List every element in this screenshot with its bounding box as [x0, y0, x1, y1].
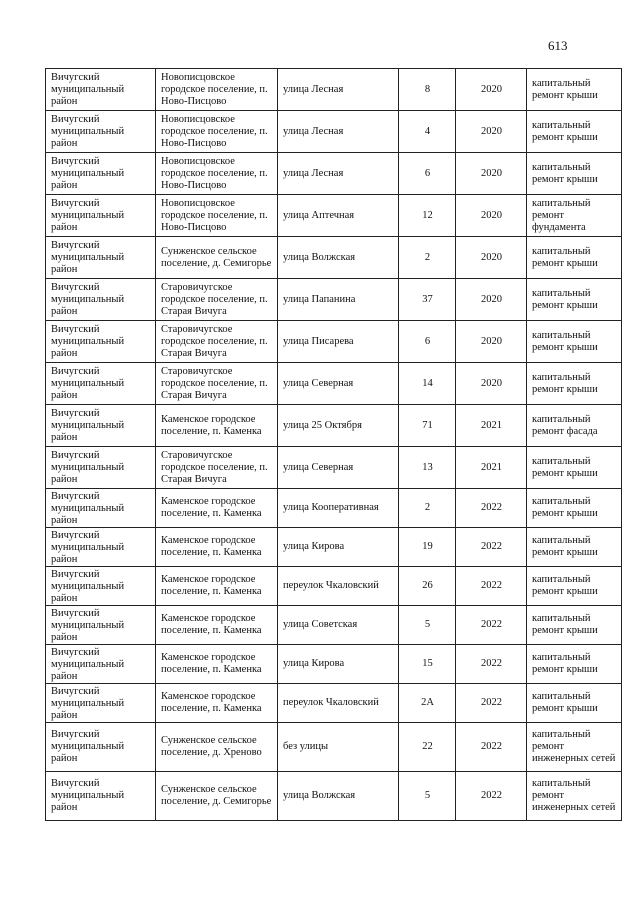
table-row: [46, 772, 622, 821]
house-number-cell: 71: [399, 405, 456, 447]
year-cell: 2022: [456, 645, 527, 684]
district-cell: Вичугский муниципальный район: [46, 723, 156, 772]
street-cell: улица Волжская: [278, 237, 399, 279]
street-cell: улица Советская: [278, 606, 399, 645]
street-cell: улица Кирова: [278, 528, 399, 567]
house-number-cell: 5: [399, 606, 456, 645]
work-type-cell: капитальный ремонт крыши: [527, 684, 622, 723]
work-type-cell: капитальный ремонт крыши: [527, 567, 622, 606]
settlement-cell: Каменское городское поселение, п. Каменка: [156, 606, 278, 645]
year-cell: 2020: [456, 321, 527, 363]
year-cell: 2022: [456, 684, 527, 723]
work-type-cell: капитальный ремонт крыши: [527, 69, 622, 111]
table-row: [46, 723, 622, 772]
settlement-cell: Старовичугское городское поселение, п. Старая Вичуга: [156, 321, 278, 363]
street-cell: улица Волжская: [278, 772, 399, 821]
district-cell: Вичугский муниципальный район: [46, 237, 156, 279]
street-cell: улица Папанина: [278, 279, 399, 321]
table-row: [46, 567, 622, 606]
settlement-cell: Старовичугское городское поселение, п. Старая Вичуга: [156, 363, 278, 405]
settlement-cell: Каменское городское поселение, п. Каменка: [156, 684, 278, 723]
district-cell: Вичугский муниципальный район: [46, 363, 156, 405]
table-row: [46, 684, 622, 723]
settlement-cell: Сунженское сельское поселение, д. Семигорье: [156, 772, 278, 821]
district-cell: Вичугский муниципальный район: [46, 528, 156, 567]
street-cell: улица Северная: [278, 363, 399, 405]
year-cell: 2022: [456, 606, 527, 645]
year-cell: 2022: [456, 489, 527, 528]
district-cell: Вичугский муниципальный район: [46, 645, 156, 684]
work-type-cell: капитальный ремонт крыши: [527, 153, 622, 195]
table-row: [46, 528, 622, 567]
year-cell: 2020: [456, 111, 527, 153]
settlement-cell: Новописцовское городское поселение, п. Ново-Писцово: [156, 111, 278, 153]
district-cell: Вичугский муниципальный район: [46, 111, 156, 153]
table-row: [46, 606, 622, 645]
street-cell: улица Аптечная: [278, 195, 399, 237]
district-cell: Вичугский муниципальный район: [46, 405, 156, 447]
work-type-cell: капитальный ремонт фасада: [527, 405, 622, 447]
street-cell: улица Кирова: [278, 645, 399, 684]
district-cell: Вичугский муниципальный район: [46, 447, 156, 489]
table-row: [46, 363, 622, 405]
street-cell: переулок Чкаловский: [278, 567, 399, 606]
work-type-cell: капитальный ремонт фундамента: [527, 195, 622, 237]
table-row: [46, 195, 622, 237]
street-cell: улица 25 Октября: [278, 405, 399, 447]
district-cell: Вичугский муниципальный район: [46, 567, 156, 606]
settlement-cell: Новописцовское городское поселение, п. Ново-Писцово: [156, 153, 278, 195]
work-type-cell: капитальный ремонт крыши: [527, 279, 622, 321]
settlement-cell: Старовичугское городское поселение, п. Старая Вичуга: [156, 447, 278, 489]
settlement-cell: Каменское городское поселение, п. Каменка: [156, 489, 278, 528]
street-cell: улица Писарева: [278, 321, 399, 363]
work-type-cell: капитальный ремонт крыши: [527, 606, 622, 645]
table-row: [46, 447, 622, 489]
settlement-cell: Каменское городское поселение, п. Каменка: [156, 645, 278, 684]
year-cell: 2022: [456, 723, 527, 772]
year-cell: 2020: [456, 69, 527, 111]
settlement-cell: Каменское городское поселение, п. Каменка: [156, 405, 278, 447]
house-number-cell: 19: [399, 528, 456, 567]
work-type-cell: капитальный ремонт крыши: [527, 363, 622, 405]
street-cell: без улицы: [278, 723, 399, 772]
street-cell: улица Северная: [278, 447, 399, 489]
settlement-cell: Каменское городское поселение, п. Каменка: [156, 528, 278, 567]
street-cell: улица Лесная: [278, 153, 399, 195]
district-cell: Вичугский муниципальный район: [46, 195, 156, 237]
table-row: [46, 645, 622, 684]
house-number-cell: 2А: [399, 684, 456, 723]
district-cell: Вичугский муниципальный район: [46, 772, 156, 821]
house-number-cell: 26: [399, 567, 456, 606]
house-number-cell: 12: [399, 195, 456, 237]
work-type-cell: капитальный ремонт крыши: [527, 528, 622, 567]
work-type-cell: капитальный ремонт крыши: [527, 321, 622, 363]
year-cell: 2020: [456, 237, 527, 279]
house-number-cell: 37: [399, 279, 456, 321]
house-number-cell: 13: [399, 447, 456, 489]
house-number-cell: 6: [399, 321, 456, 363]
house-number-cell: 2: [399, 237, 456, 279]
house-number-cell: 4: [399, 111, 456, 153]
house-number-cell: 8: [399, 69, 456, 111]
district-cell: Вичугский муниципальный район: [46, 321, 156, 363]
work-type-cell: капитальный ремонт крыши: [527, 489, 622, 528]
year-cell: 2021: [456, 405, 527, 447]
house-number-cell: 6: [399, 153, 456, 195]
house-number-cell: 15: [399, 645, 456, 684]
settlement-cell: Сунженское сельское поселение, д. Семигорье: [156, 237, 278, 279]
house-number-cell: 2: [399, 489, 456, 528]
work-type-cell: капитальный ремонт крыши: [527, 447, 622, 489]
district-cell: Вичугский муниципальный район: [46, 153, 156, 195]
district-cell: Вичугский муниципальный район: [46, 606, 156, 645]
year-cell: 2021: [456, 447, 527, 489]
table-row: [46, 111, 622, 153]
housing-repair-table: [45, 68, 622, 821]
table-row: [46, 405, 622, 447]
settlement-cell: Старовичугское городское поселение, п. Старая Вичуга: [156, 279, 278, 321]
street-cell: улица Лесная: [278, 69, 399, 111]
district-cell: Вичугский муниципальный район: [46, 69, 156, 111]
settlement-cell: Каменское городское поселение, п. Каменка: [156, 567, 278, 606]
year-cell: 2020: [456, 153, 527, 195]
year-cell: 2022: [456, 772, 527, 821]
year-cell: 2020: [456, 279, 527, 321]
year-cell: 2020: [456, 363, 527, 405]
street-cell: переулок Чкаловский: [278, 684, 399, 723]
table-row: [46, 279, 622, 321]
table-row: [46, 321, 622, 363]
street-cell: улица Лесная: [278, 111, 399, 153]
table-row: [46, 237, 622, 279]
house-number-cell: 5: [399, 772, 456, 821]
district-cell: Вичугский муниципальный район: [46, 489, 156, 528]
settlement-cell: Новописцовское городское поселение, п. Ново-Писцово: [156, 195, 278, 237]
year-cell: 2022: [456, 528, 527, 567]
district-cell: Вичугский муниципальный район: [46, 684, 156, 723]
settlement-cell: Сунженское сельское поселение, д. Хреново: [156, 723, 278, 772]
table-row: [46, 489, 622, 528]
year-cell: 2022: [456, 567, 527, 606]
work-type-cell: капитальный ремонт инженерных сетей: [527, 772, 622, 821]
work-type-cell: капитальный ремонт крыши: [527, 237, 622, 279]
district-cell: Вичугский муниципальный район: [46, 279, 156, 321]
work-type-cell: капитальный ремонт крыши: [527, 111, 622, 153]
table-row: [46, 153, 622, 195]
table-row: [46, 69, 622, 111]
year-cell: 2020: [456, 195, 527, 237]
work-type-cell: капитальный ремонт крыши: [527, 645, 622, 684]
house-number-cell: 22: [399, 723, 456, 772]
house-number-cell: 14: [399, 363, 456, 405]
settlement-cell: Новописцовское городское поселение, п. Ново-Писцово: [156, 69, 278, 111]
work-type-cell: капитальный ремонт инженерных сетей: [527, 723, 622, 772]
street-cell: улица Кооперативная: [278, 489, 399, 528]
page-number: 613: [548, 38, 568, 53]
